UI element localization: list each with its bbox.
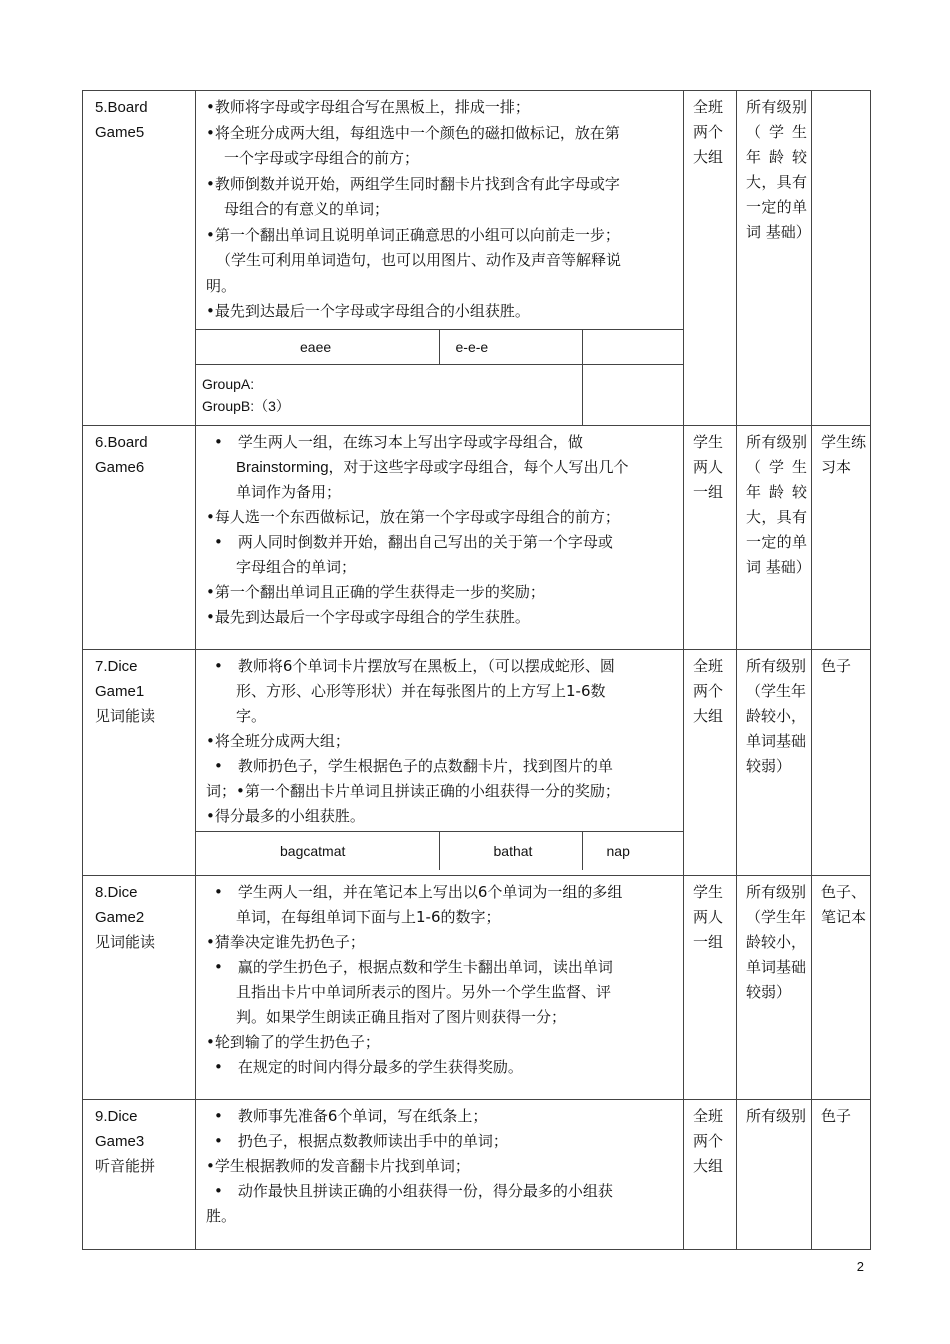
- step-line: •第一个翻出单词且说明单词正确意思的小组可以向前走一步；: [206, 225, 620, 244]
- game-name-cell: [83, 91, 196, 426]
- empty-cell: [582, 364, 683, 425]
- step-line: •教师倒数并说开始，两组学生同时翻卡片找到含有此字母或字: [206, 174, 620, 193]
- letter-table: [196, 329, 683, 425]
- game-name-2: Game6: [95, 458, 145, 476]
- materials-cell: 色子: [812, 1099, 871, 1249]
- steps-cell: [196, 875, 684, 1099]
- game-name-2: Game3: [95, 1132, 145, 1150]
- game-name-2: Game1: [95, 682, 145, 700]
- game-name-cell: [83, 649, 196, 875]
- materials-cell: 色子: [812, 649, 871, 875]
- level-cell: 所有级别 （ 学 生年龄较大，具有一定的单词 基础）: [737, 91, 812, 426]
- game-name-2: Game2: [95, 908, 145, 926]
- step-line: 母组合的有意义的单词；: [224, 200, 390, 218]
- step-line: • 学生两人一组，并在笔记本上写出以6个单词为一组的多组: [214, 882, 623, 901]
- step-line: 判。如果学生朗读正确且指对了图片则获得一分；: [236, 1007, 567, 1026]
- materials-cell: 色子、笔记本: [812, 875, 871, 1099]
- step-line: 单词作为备用；: [236, 482, 342, 501]
- step-line: 单词，在每组单词下面与上1-6的数字；: [236, 907, 501, 926]
- step-line: •最先到达最后一个字母或字母组合的小组获胜。: [206, 302, 530, 320]
- organization-cell: 全班两个大组: [684, 91, 737, 426]
- table-row: [83, 425, 871, 649]
- step-line: 胜。: [206, 1206, 237, 1225]
- level-cell: 所有级别 （学生年龄较小，单词基础较弱）: [737, 649, 812, 875]
- word-cell: bathat: [439, 831, 582, 870]
- table-row: [83, 91, 871, 426]
- organization-cell: 全班两个大组: [684, 1099, 737, 1249]
- step-line: • 教师事先准备6个单词，写在纸条上；: [214, 1106, 488, 1125]
- step-line: Brainstorming，对于这些字母或字母组合，每个人写出几个: [236, 458, 629, 476]
- step-line: •每人选一个东西做标记，放在第一个字母或字母组合的前方；: [206, 507, 620, 526]
- page-number: 2: [856, 1259, 864, 1274]
- step-line: •猜拳决定谁先扔色子；: [206, 932, 365, 951]
- letter-cell: [582, 329, 683, 364]
- word-cell: nap: [582, 831, 683, 870]
- steps-cell: [196, 425, 684, 649]
- group-b-label: GroupB:（3）: [202, 397, 290, 414]
- level-cell: 所有级别: [737, 1099, 812, 1249]
- word-table: [196, 831, 683, 870]
- organization-cell: 全班两个大组: [684, 649, 737, 875]
- game-name: 9.Dice: [95, 1107, 138, 1125]
- game-skill: 见词能读: [95, 706, 156, 725]
- step-line: • 扔色子，根据点数教师读出手中的单词；: [214, 1131, 508, 1150]
- game-name: 5.Board: [95, 99, 148, 116]
- step-line: 形、方形、心形等形状）并在每张图片的上方写上1-6数: [236, 681, 606, 700]
- step-line: •得分最多的小组获胜。: [206, 806, 365, 825]
- step-line: •最先到达最后一个字母或字母组合的学生获胜。: [206, 607, 530, 626]
- step-line: （学生可利用单词造句，也可以用图片、动作及声音等解释说: [216, 251, 622, 269]
- level-cell: 所有级别 （学生年龄较小，单词基础较弱）: [737, 875, 812, 1099]
- materials-cell: 学生练习本: [812, 425, 871, 649]
- activity-table: [82, 90, 871, 1250]
- step-line: 词；•第一个翻出卡片单词且拼读正确的小组获得一分的奖励；: [206, 781, 620, 800]
- game-skill: 见词能读: [95, 932, 156, 951]
- step-line: •第一个翻出单词且正确的学生获得走一步的奖励；: [206, 582, 545, 601]
- letter-cell: e-e-e: [439, 329, 582, 364]
- game-name-cell: [83, 1099, 196, 1249]
- materials-cell: [812, 91, 871, 426]
- steps-cell: [196, 649, 684, 875]
- organization-cell: 学生两人一组: [684, 875, 737, 1099]
- game-name: 6.Board: [95, 433, 148, 451]
- step-line: •轮到输了的学生扔色子；: [206, 1032, 380, 1051]
- step-line: • 教师将6个单词卡片摆放写在黑板上，（可以摆成蛇形、圆: [214, 656, 615, 675]
- step-line: 一个字母或字母组合的前方；: [224, 149, 420, 167]
- step-line: •学生根据教师的发音翻卡片找到单词；: [206, 1156, 470, 1175]
- steps-cell: [196, 1099, 684, 1249]
- step-line: •将全班分成两大组；: [206, 731, 350, 750]
- step-line: • 教师扔色子，学生根据色子的点数翻卡片，找到图片的单: [214, 756, 613, 775]
- table-row: [83, 1099, 871, 1249]
- step-line: •教师将字母或字母组合写在黑板上，排成一排；: [206, 98, 530, 116]
- step-line: 明。: [206, 276, 237, 295]
- step-line: • 两人同时倒数并开始，翻出自己写出的关于第一个字母或: [214, 532, 613, 551]
- step-line: 且指出卡片中单词所表示的图片。另外一个学生监督、评: [236, 982, 612, 1001]
- game-name-cell: [83, 875, 196, 1099]
- table-row: [83, 875, 871, 1099]
- step-line: •将全班分成两大组，每组选中一个颜色的磁扣做标记，放在第: [206, 123, 620, 142]
- game-name: 7.Dice: [95, 657, 138, 675]
- game-skill: 听音能拼: [95, 1156, 156, 1175]
- letter-cell: eaee: [196, 329, 439, 364]
- step-line: • 学生两人一组，在练习本上写出字母或字母组合，做: [214, 432, 583, 451]
- level-cell: 所有级别 （ 学 生年龄较大，具有一定的单词 基础）: [737, 425, 812, 649]
- game-name-cell: [83, 425, 196, 649]
- step-line: • 在规定的时间内得分最多的学生获得奖励。: [214, 1057, 523, 1076]
- table-row: [83, 649, 871, 875]
- game-name: 8.Dice: [95, 883, 138, 901]
- group-a-label: GroupA:: [202, 375, 255, 392]
- step-line: 字母组合的单词；: [236, 557, 357, 576]
- steps-cell: [196, 91, 684, 426]
- step-line: 字。: [236, 706, 267, 725]
- step-line: • 赢的学生扔色子，根据点数和学生卡翻出单词，读出单词: [214, 957, 613, 976]
- step-line: • 动作最快且拼读正确的小组获得一份，得分最多的小组获: [214, 1181, 613, 1200]
- word-cell: bagcatmat: [196, 831, 439, 870]
- group-cell: [196, 364, 582, 425]
- game-name-2: Game5: [95, 124, 145, 141]
- organization-cell: 学生两人一组: [684, 425, 737, 649]
